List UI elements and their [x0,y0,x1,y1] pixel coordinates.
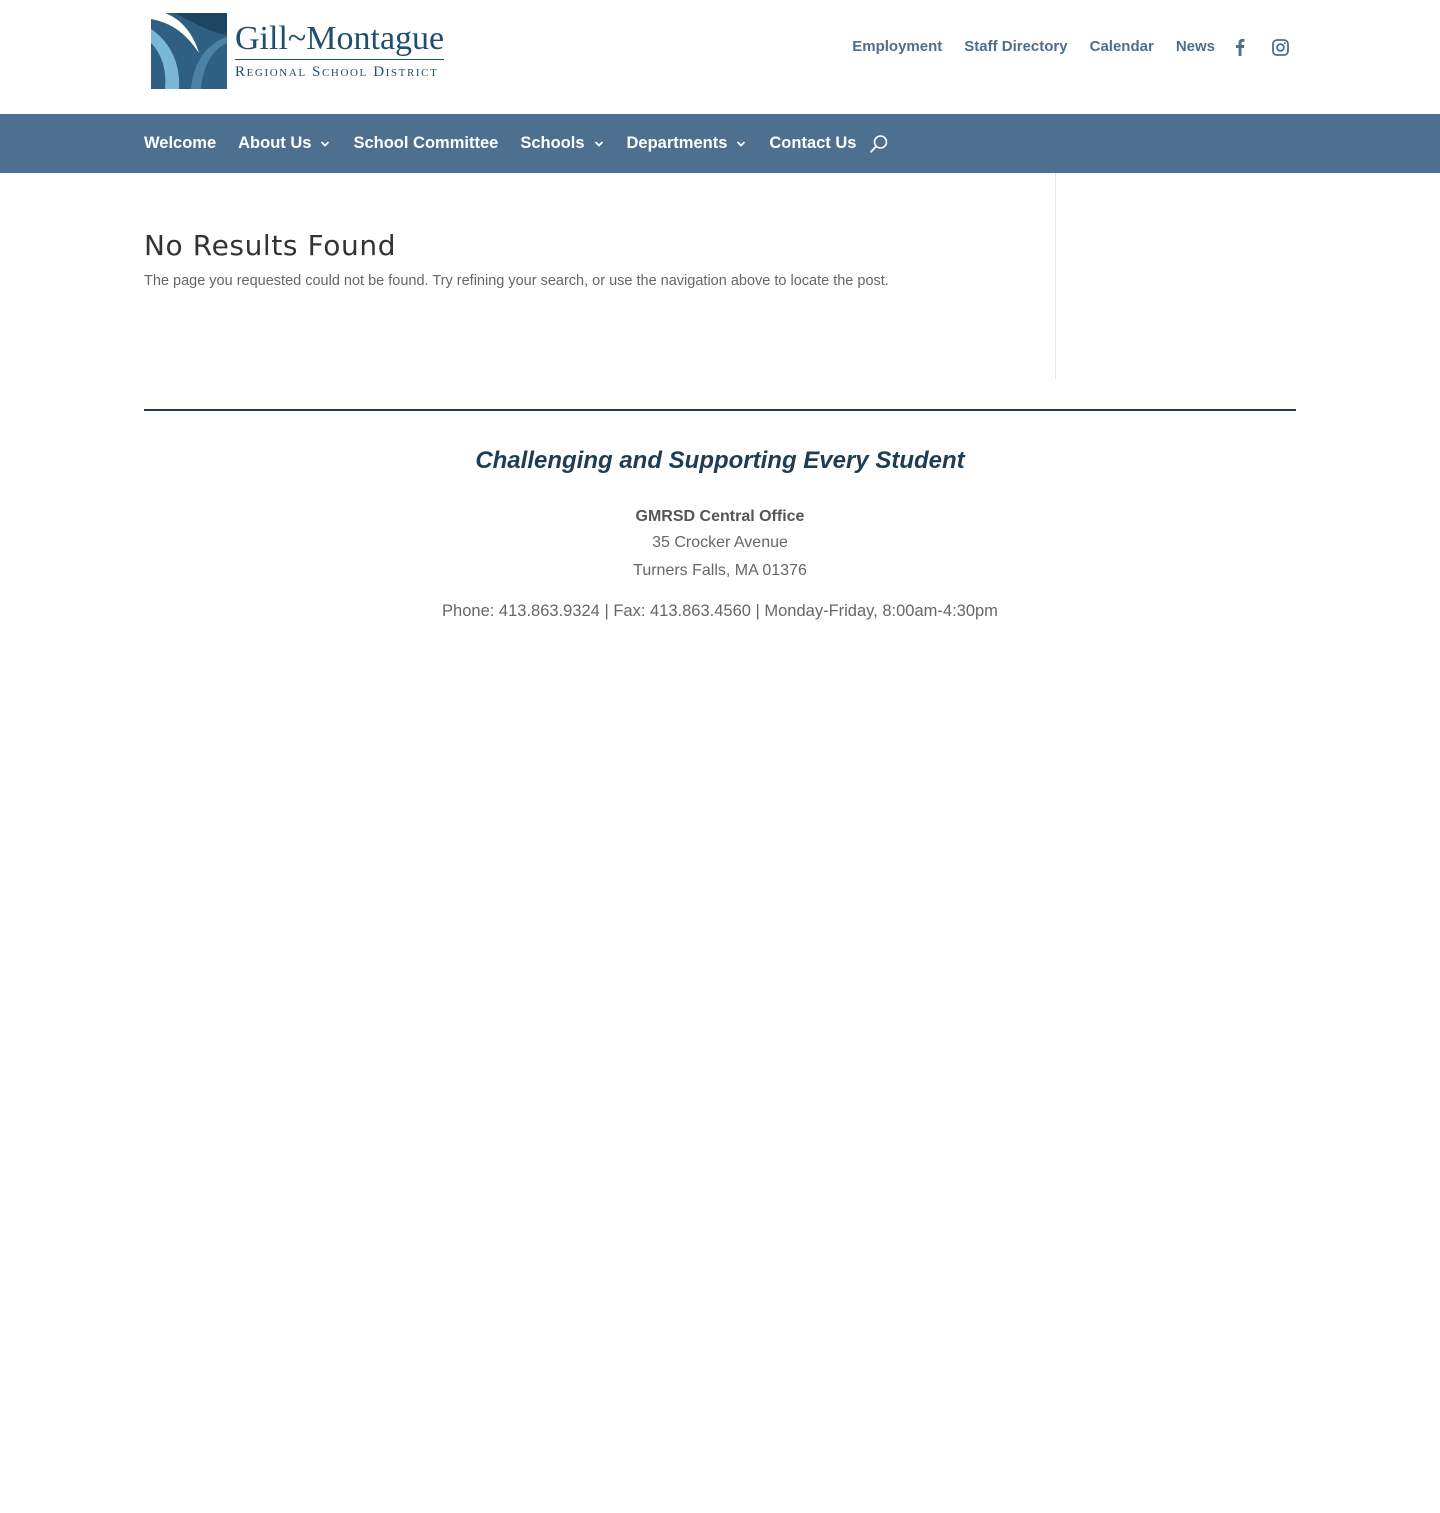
page-description: The page you requested could not be found. Try refining your search, or use the navigation above to locate the post. [144,273,889,289]
address-street: 35 Crocker Avenue [652,534,788,551]
nav-link-calendar[interactable]: Calendar [1089,37,1154,55]
office-name: GMRSD Central Office [635,508,805,525]
instagram-icon [1272,39,1289,56]
nav-item-welcome[interactable] [144,134,216,153]
logo-mark-icon [151,13,227,89]
address-city: Turners Falls, MA 01376 [633,562,807,579]
sidebar-divider [1055,173,1056,379]
logo-subtitle: Regional School District [235,63,439,80]
nav-item-label: Welcome [144,134,217,152]
nav-item-label: School Committee [353,134,499,152]
contact-info: Phone: 413.863.9324 | Fax: 413.863.4560 | Monday-Friday, 8:00am-4:30pm [442,602,998,620]
logo-name: Gill~Montague [235,21,444,60]
footer [0,411,1440,623]
main-nav-items [144,114,890,173]
nav-item-label: Contact Us [769,134,857,152]
search-icon [869,134,889,154]
chevron-down-icon [735,138,747,150]
main-content [0,173,1440,410]
nav-link-news[interactable]: News [1175,37,1215,55]
footer-tagline: Challenging and Supporting Every Student [475,447,965,474]
nav-item-label: About Us [238,134,312,152]
nav-item-label: Schools [520,134,585,152]
facebook-icon [1235,38,1245,56]
nav-item-school-committee[interactable] [353,134,498,153]
nav-link-employment[interactable]: Employment [852,37,943,55]
secondary-nav [830,35,1215,57]
nav-item-schools[interactable] [520,134,604,153]
nav-item-about-us[interactable] [238,134,331,153]
nav-item-label: Departments [626,134,728,152]
chevron-down-icon [319,138,331,150]
instagram-link[interactable] [1269,36,1291,58]
page-title: No Results Found [144,229,397,262]
nav-item-contact-us[interactable] [769,134,856,153]
logo-text [235,21,444,82]
nav-link-staff-directory[interactable]: Staff Directory [964,37,1068,55]
nav-item-departments[interactable] [627,134,748,153]
top-header [0,0,1440,114]
facebook-link[interactable] [1229,36,1251,58]
search-button[interactable] [868,133,890,155]
main-nav [0,114,1440,173]
site-logo[interactable] [151,13,461,89]
social-links [1229,36,1309,58]
chevron-down-icon [593,138,605,150]
